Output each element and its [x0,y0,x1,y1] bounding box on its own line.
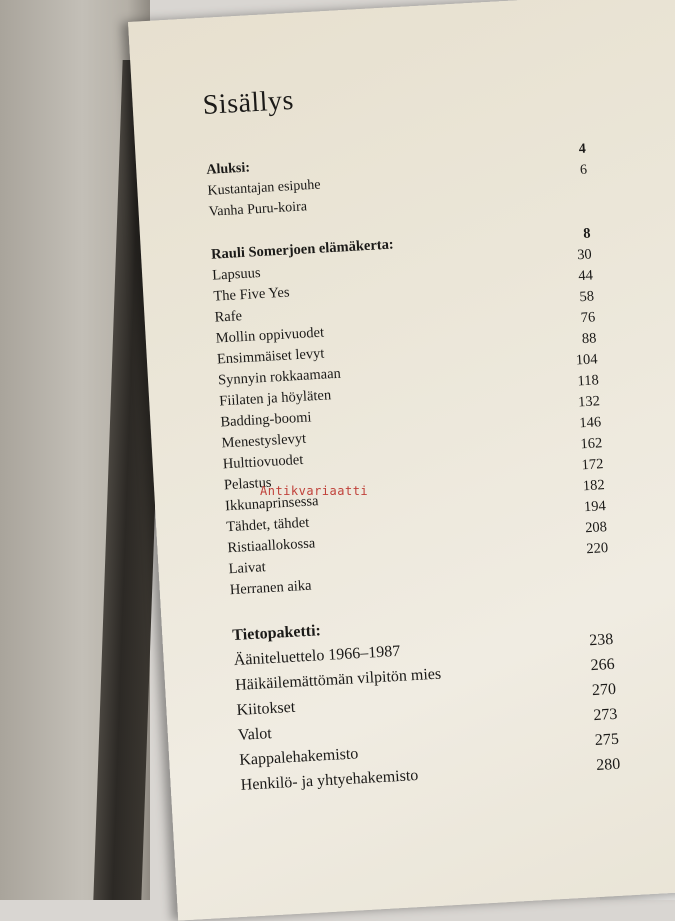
toc-entry-page: 238 [588,630,614,650]
section-heading-page: 4 [578,141,587,158]
toc-entry-label: Ensimmäiset levyt [216,345,325,368]
book-page [128,0,675,921]
toc-entry-label: Kustantajan esipuhe [207,177,321,199]
toc-entry-page: 220 [585,540,609,558]
page-title: Sisällys [201,84,295,121]
toc-entry-page: 6 [579,162,588,178]
section-heading: Aluksi: [205,160,251,178]
toc-entry-label: Menestyslevyt [221,430,307,452]
toc-entry-label: Ääniteluettelo 1966–1987 [233,642,401,670]
toc-entry-label: Hulttiovuodet [222,451,304,473]
toc-entry-label: Herranen aika [229,577,312,599]
toc-entry-label: Kappalehakemisto [238,745,359,769]
toc-entry-page: 182 [582,477,606,495]
toc-entry-page: 104 [575,351,599,369]
toc-entry-page: 58 [579,288,595,306]
section-heading: Rauli Somerjoen elämäkerta: [210,236,395,263]
toc-entry-label: Laivat [228,559,267,578]
toc-entry-page: 146 [578,414,602,432]
toc-sections [206,139,621,798]
toc-entry-page: 266 [590,655,616,675]
toc-entry-label: The Five Yes [213,284,290,305]
toc-entry-page: 44 [577,267,594,285]
toc-entry-page: 76 [580,309,596,327]
toc-entry-page: 275 [594,730,620,750]
table-of-contents [202,69,622,820]
toc-entry-page: 270 [591,680,617,700]
toc-entry-label: Häikäilemättömän vilpitön mies [234,665,442,695]
section-heading-page: 8 [582,225,591,242]
section-heading-page [571,602,612,629]
toc-entry-label: Valot [237,725,273,744]
toc-entry-label: Kiitokset [236,698,296,719]
toc-section [232,602,621,798]
toc-entry-label: Pelastus [223,474,272,494]
toc-entry-page: 208 [584,519,608,537]
toc-entry-page: 132 [577,393,601,411]
toc-entry-label: Mollin oppivuodet [215,324,325,347]
toc-entry-page: 30 [576,246,593,264]
toc-entry-label: Synnyin rokkaamaan [217,365,342,389]
toc-entry-label: Rafe [214,308,243,326]
toc-entry-label: Vanha Puru-koira [208,199,308,220]
toc-entry-page: 280 [595,755,621,775]
toc-entry-page: 162 [580,435,603,453]
toc-entry-page [569,559,610,582]
section-heading: Tietopaketti: [231,622,322,645]
toc-entry-label: Henkilö- ja yhtyehakemisto [240,766,419,794]
watermark-stamp: Antikvariaatti [260,484,369,498]
toc-entry-label: Fiilaten ja höyläten [218,387,332,410]
toc-entry-label: Ikkunaprinsessa [224,493,319,515]
toc-section [206,139,589,223]
toc-entry-label: Lapsuus [211,265,262,284]
toc-entry-page: 194 [583,498,607,516]
toc-entry-page: 118 [577,372,600,390]
toc-entry-label: Ristiaallokossa [227,535,316,557]
toc-entry-page: 172 [581,456,604,474]
toc-section [211,224,610,602]
toc-entry-label: Tähdet, tähdet [225,514,310,536]
toc-entry-page: 88 [581,330,597,348]
toc-entry-page: 273 [592,705,618,725]
toc-entry-page [548,181,589,204]
toc-entry-label: Badding-boomi [220,409,312,431]
